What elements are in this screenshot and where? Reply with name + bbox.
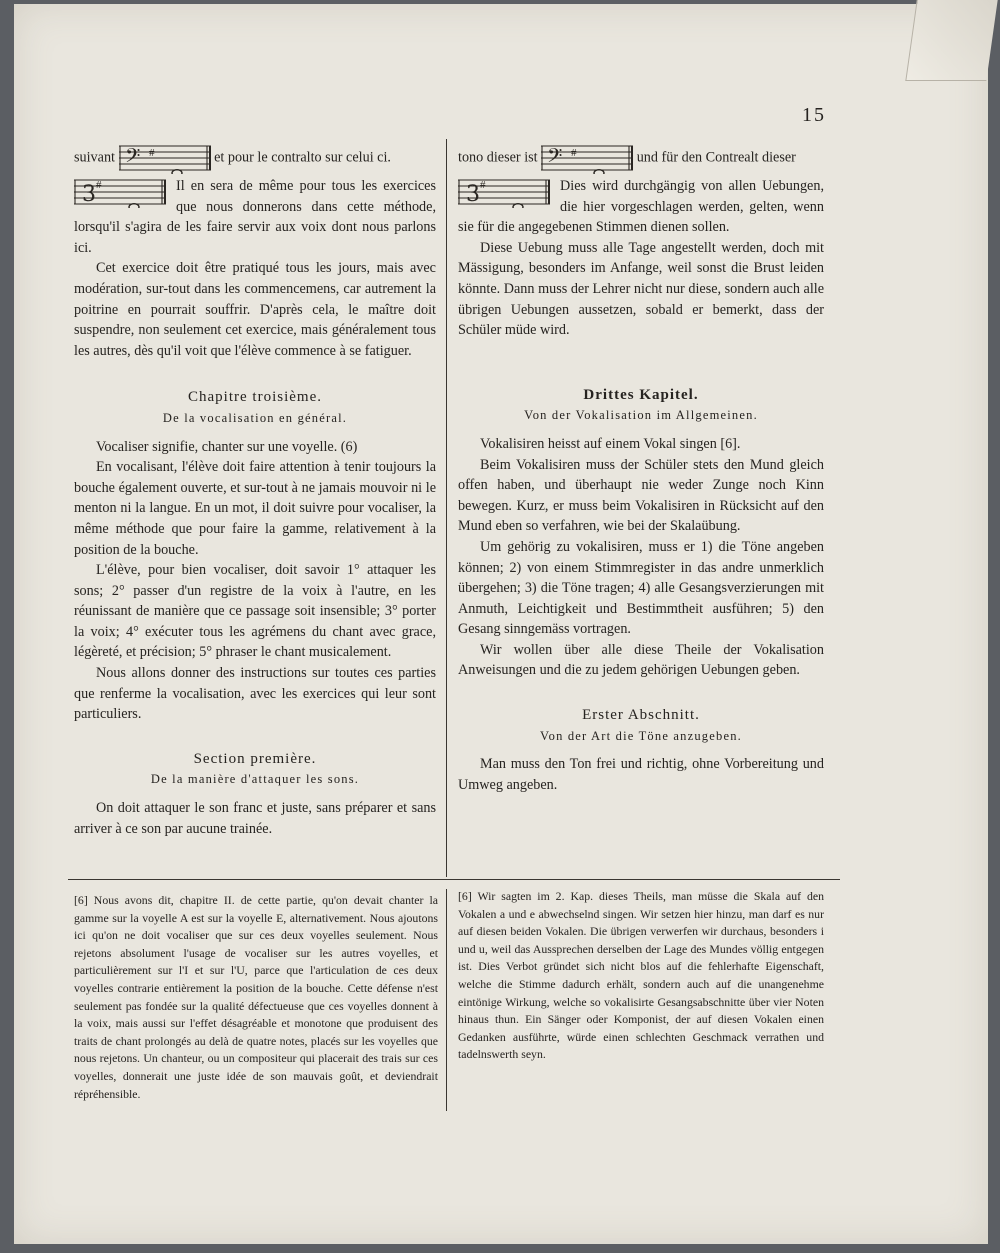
german-paragraph-skills: Um gehörig zu vokalisiren, muss er 1) die Töne angeben können; 2) von einem Stimmregister in das andre unmerklich übergehen; 3) die Töne tragen; 4) alle Gesangsverzierungen mit Anmuth, Leichtigkeit und Bestimmtheit ausführen; 5) den Gesang sinngemäss vortragen.	[458, 538, 824, 638]
svg-text:#: #	[148, 147, 155, 159]
german-paragraph-attack: Man muss den Ton frei und richtig, ohne Vorbereitung und Umweg angeben.	[458, 756, 824, 793]
svg-text:#: #	[96, 179, 102, 191]
column-divider	[446, 139, 447, 877]
french-paragraph-exercises: Il en sera de même pour tous les exercices que nous donnerons dans cette méthode, lorsqu'il s'agira de les faire servir aux voix dont nous parlons ici.	[74, 178, 436, 256]
svg-text:3: 3	[82, 182, 96, 207]
german-section-title: Erster Abschnitt.	[582, 707, 700, 724]
german-section-subtitle: Von der Art die Töne anzugeben.	[540, 728, 742, 743]
bass-clef-staff-icon	[541, 142, 633, 174]
german-footnote: [6] Wir sagten im 2. Kap. dieses Theils, man müsse die Skala auf den Vokalen a und e abwechselnd singen. Wir setzen hier hinzu, man darf es nur auf diesen beiden Vokalen. Die übrigen verwerfen wir durchaus, besonders i und u, weil das Aussprechen derselben der Lage des Mundes völlig entgegen ist. Dies Verbot gründet sich nicht blos auf die fehlerhafte Eigenschaft, welche die Stimme dadurch erhält, sondern auch auf die unangenehme eintönige Wirkung, welche so vokalisirte Gesangsabschnitte über vier Noten hinaus thun. Ein Sänger oder Komponist, der auf diesen Vokalen einen Gedanken ausführte, würde einen schlechten Geschmack verrathen und tadelnswerth seyn.	[458, 889, 824, 1062]
german-column	[458, 142, 824, 795]
german-paragraph-exercises: Dies wird durchgängig von allen Uebungen, die hier vorgeschlagen werden, gelten, wenn sie für die angegebenen Stimmen dienen sollen.	[458, 178, 824, 236]
svg-text:𝄢: 𝄢	[124, 144, 140, 172]
french-paragraph-attack: On doit attaquer le son franc et juste, sans préparer et sans arriver à ce son par aucune trainée.	[74, 800, 436, 837]
french-chapter-title: Chapitre troisième.	[188, 389, 322, 406]
german-chapter-subtitle: Von der Vokalisation im Allgemeinen.	[524, 408, 758, 423]
french-intro-word: suivant	[74, 149, 115, 166]
german-paragraph-instructions: Wir wollen über alle diese Theile der Vokalisation Anweisungen und die zu jedem gehörigen Uebungen geben.	[458, 641, 824, 679]
german-paragraph-practice: Diese Uebung muss alle Tage angestellt werden, doch mit Mässigung, besonders im Anfange, weil sonst die Brust leiden könnte. Dann muss der Lehrer nicht nur diese, sondern auch alle übrigen Uebungen aussetzen, sobald er bemerkt, dass der Schüler müde wird.	[458, 239, 824, 339]
german-chapter-title: Drittes Kapitel.	[583, 386, 699, 403]
footnote-column-divider	[446, 889, 447, 1111]
french-footnote: [6] Nous avons dit, chapitre II. de cette partie, qu'on devait chanter la gamme sur la voyelle A est sur la voyelle E, alternativement. Nous ajoutons ici qu'on ne doit vocaliser que sur ces deux voyelles seulement. Nous rejetons absolument l'usage de vocaliser sur les autres voyelles, et particulièrement sur l'I et sur l'U, parce que l'articulation de ces deux voyelles contrarie entièrement la position de la bouche. Cette défense n'est seulement pas fondée sur la qualité défectueuse que ces voyelles donnent à la voix, mais aussi sur l'effet désagréable et monotone que produisent des traits de chant prolongés au delà de quatre notes, placés sur les voyelles que nous rejetons. Un chanteur, ou un compositeur qui placerait des trais sur ces voyelles, donnerait une juste idée de son mauvais goût, et deviendrait répréhensible.	[74, 893, 438, 1101]
bass-clef-staff-icon	[119, 142, 211, 174]
french-contralto-intro: et pour le contralto sur celui ci.	[214, 149, 391, 166]
treble-clef-staff-icon	[74, 176, 166, 208]
german-paragraph-definition: Vokalisiren heisst auf einem Vokal singen [6].	[480, 435, 741, 452]
german-contralto-intro: und für den Contrealt dieser	[636, 149, 796, 166]
folded-corner	[905, 0, 997, 81]
treble-clef-staff-icon	[458, 176, 550, 208]
french-paragraph-practice: Cet exercice doit être pratiqué tous les jours, mais avec modération, sur-tout dans les commencemens, car autrement la poitrine en pourrait souffrir. D'après cela, le maître doit suspendre, non seulement cet exercice, mais généralement tous les autres, dès qu'il voit que l'élève commence à se fatiguer.	[74, 260, 436, 359]
book-page	[14, 4, 988, 1244]
svg-text:#: #	[480, 179, 486, 191]
svg-text:#: #	[571, 147, 577, 159]
french-paragraph-skills: L'élève, pour bien vocaliser, doit savoir 1° attaquer les sons; 2° passer d'un registre de la voix à l'autre, en les réunissant de manière que ce passage soit insensible; 3° porter la voix; 4° exécuter tous les agrémens du chant avec grace, légèreté, et précision; 5° phraser le chant musicalement.	[74, 562, 436, 661]
french-paragraph-mouth: En vocalisant, l'élève doit faire attention à tenir toujours la bouche également ouverte, et sur-tout à ne jamais mouvoir ni le menton ni la langue. En un mot, il doit suivre pour vocaliser, la même méthode que pour faire la gamme, relativement à la position de la bouche.	[74, 459, 436, 558]
french-section-subtitle: De la manière d'attaquer les sons.	[150, 772, 360, 787]
french-column	[74, 142, 436, 839]
svg-text:𝄢: 𝄢	[547, 144, 563, 172]
svg-text:3: 3	[466, 182, 480, 207]
page-number: 15	[802, 104, 826, 126]
french-section-title: Section première.	[193, 750, 317, 767]
french-paragraph-instructions: Nous allons donner des instructions sur toutes ces parties que renferme la vocalisation, avec les exercices qui leur sont particuliers.	[74, 665, 436, 723]
german-paragraph-mouth: Beim Vokalisiren muss der Schüler stets den Mund gleich offen haben, und überhaupt nie weder Zunge noch Kinn bewegen. Kurz, er muss beim Vokalisiren in Rücksicht auf den Mund eben so verfahren, wie bei der Skalaübung.	[458, 456, 824, 535]
french-chapter-subtitle: De la vocalisation en général.	[162, 410, 348, 425]
footnote-rule	[68, 879, 840, 880]
german-intro-word: tono dieser ist	[458, 149, 538, 166]
french-paragraph-definition: Vocaliser signifie, chanter sur une voyelle. (6)	[96, 438, 358, 455]
